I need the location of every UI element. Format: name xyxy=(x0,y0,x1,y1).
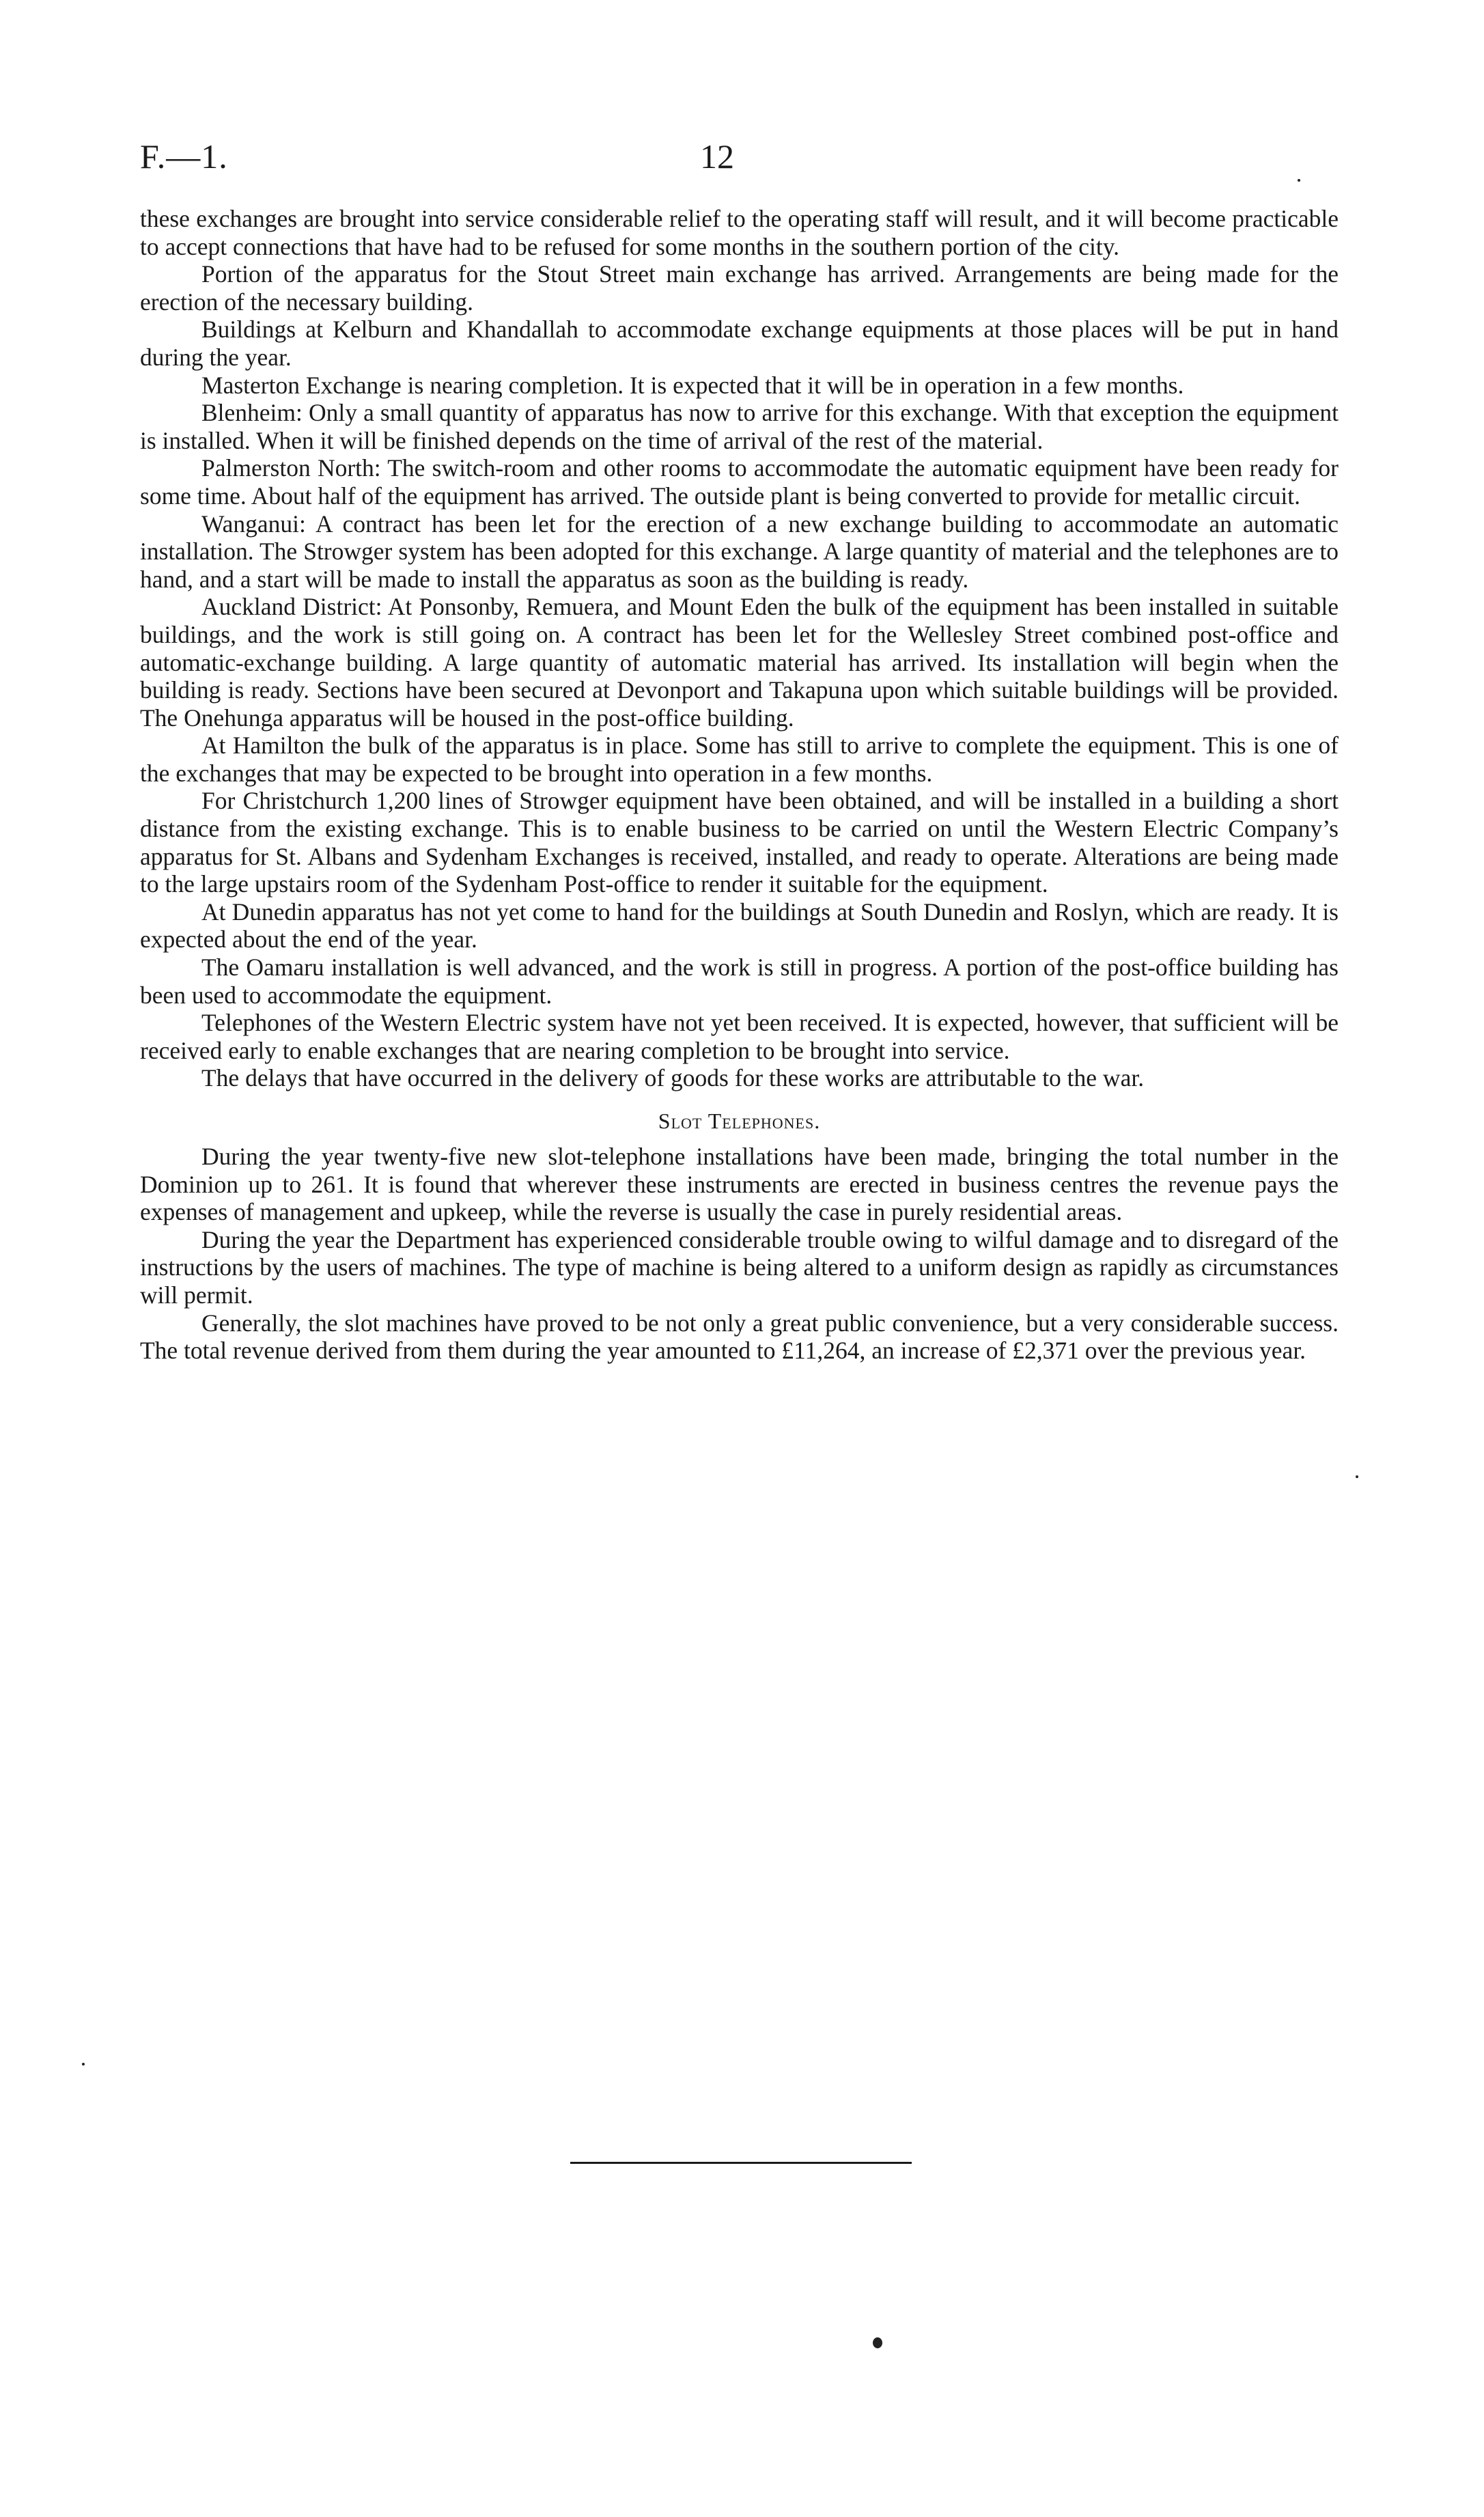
paragraph-kelburn-khandallah: Buildings at Kelburn and Khandallah to accommodate exchange equipments at those places will be put in hand during the year. xyxy=(140,316,1339,371)
paragraph-wanganui: Wanganui: A contract has been let for the erection of a new exchange building to accommodate an automatic installation. The Strowger system has been adopted for this exchange. A large quantity of material and the telephones are to hand, and a start will be made to install the apparatus as soon as the building is ready. xyxy=(140,510,1339,593)
scan-speck xyxy=(1356,1475,1358,1478)
paragraph-blenheim: Blenheim: Only a small quantity of apparatus has now to arrive for this exchange. With that exception the equipment is installed. When it will be finished depends on the time of arrival of the rest of the material. xyxy=(140,399,1339,454)
printer-mark-dot xyxy=(873,2337,882,2348)
paragraph-oamaru: The Oamaru installation is well advanced, and the work is still in progress. A portion of the post-office building has been used to accommodate the equipment. xyxy=(140,954,1339,1009)
paragraph-auckland-district: Auckland District: At Ponsonby, Remuera, and Mount Eden the bulk of the equipment has been installed in suitable buildings, and the work is still going on. A contract has been let for the Wellesley Street combined post-office and automatic-exchange building. A large quantity of automatic material has arrived. Its installation will begin when the building is ready. Sections have been secured at Devonport and Takapuna upon which suitable buildings will be provided. The Onehunga apparatus will be housed in the post-office building. xyxy=(140,593,1339,732)
paragraph-slot-revenue: Generally, the slot machines have proved to be not only a great public convenience, but a very considerable success. The total revenue derived from them during the year amounted to £11,264, an increase of £2,371 over the previous year. xyxy=(140,1309,1339,1365)
paragraph-christchurch: For Christchurch 1,200 lines of Strowger equipment have been obtained, and will be installed in a building a short distance from the existing exchange. This is to enable business to be carried on until the Western Electric Company’s apparatus for St. Albans and Sydenham Exchanges is received, installed, and ready to operate. Alterations are being made to the large upstairs room of the Sydenham Post-office to render it suitable for the equipment. xyxy=(140,787,1339,898)
paragraph-western-electric: Telephones of the Western Electric system have not yet been received. It is expected, however, that sufficient will be received early to enable exchanges that are nearing completion to be brought into service. xyxy=(140,1009,1339,1064)
paragraph-slot-installations: During the year twenty-five new slot-telephone installations have been made, bringing the total number in the Dominion up to 261. It is found that wherever these instruments are erected in business centres the revenue pays the expenses of management and upkeep, while the reverse is usually the case in purely residential areas. xyxy=(140,1143,1339,1226)
scan-speck xyxy=(82,2063,85,2066)
paragraph-palmerston-north: Palmerston North: The switch-room and other rooms to accommodate the automatic equipment have been ready for some time. About half of the equipment has arrived. The outside plant is being converted to provide for metallic circuit. xyxy=(140,454,1339,510)
paragraph-stout-street: Portion of the apparatus for the Stout Street main exchange has arrived. Arrangements are being made for the erection of the necessary building. xyxy=(140,260,1339,316)
paragraph-delays: The delays that have occurred in the delivery of goods for these works are attributable to the war. xyxy=(201,1064,1145,1092)
page-body xyxy=(140,205,1339,1365)
page-header xyxy=(140,137,1339,191)
scan-speck xyxy=(1298,179,1300,182)
paragraph-dunedin: At Dunedin apparatus has not yet come to hand for the buildings at South Dunedin and Roslyn, which are ready. It is expected about the end of the year. xyxy=(140,898,1339,954)
page-number: 12 xyxy=(700,137,734,176)
document-reference: F.—1. xyxy=(140,137,228,176)
paragraph-continuation: these exchanges are brought into service considerable relief to the operating staff will result, and it will become practicable to accept connections that have had to be refused for some months in the southern portion of the city. xyxy=(140,205,1339,260)
paragraph-masterton: Masterton Exchange is nearing completion. It is expected that it will be in operation in a few months. xyxy=(201,371,1184,399)
section-heading-slot-telephones: Slot Telephones. xyxy=(658,1109,821,1133)
paragraph-slot-damage: During the year the Department has experienced considerable trouble owing to wilful damage and to disregard of the instructions by the users of machines. The type of machine is being altered to a uniform design as rapidly as circumstances will permit. xyxy=(140,1225,1339,1309)
section-divider-rule xyxy=(570,2162,912,2164)
paragraph-hamilton: At Hamilton the bulk of the apparatus is in place. Some has still to arrive to complete the equipment. This is one of the exchanges that may be expected to be brought into operation in a few months. xyxy=(140,732,1339,787)
